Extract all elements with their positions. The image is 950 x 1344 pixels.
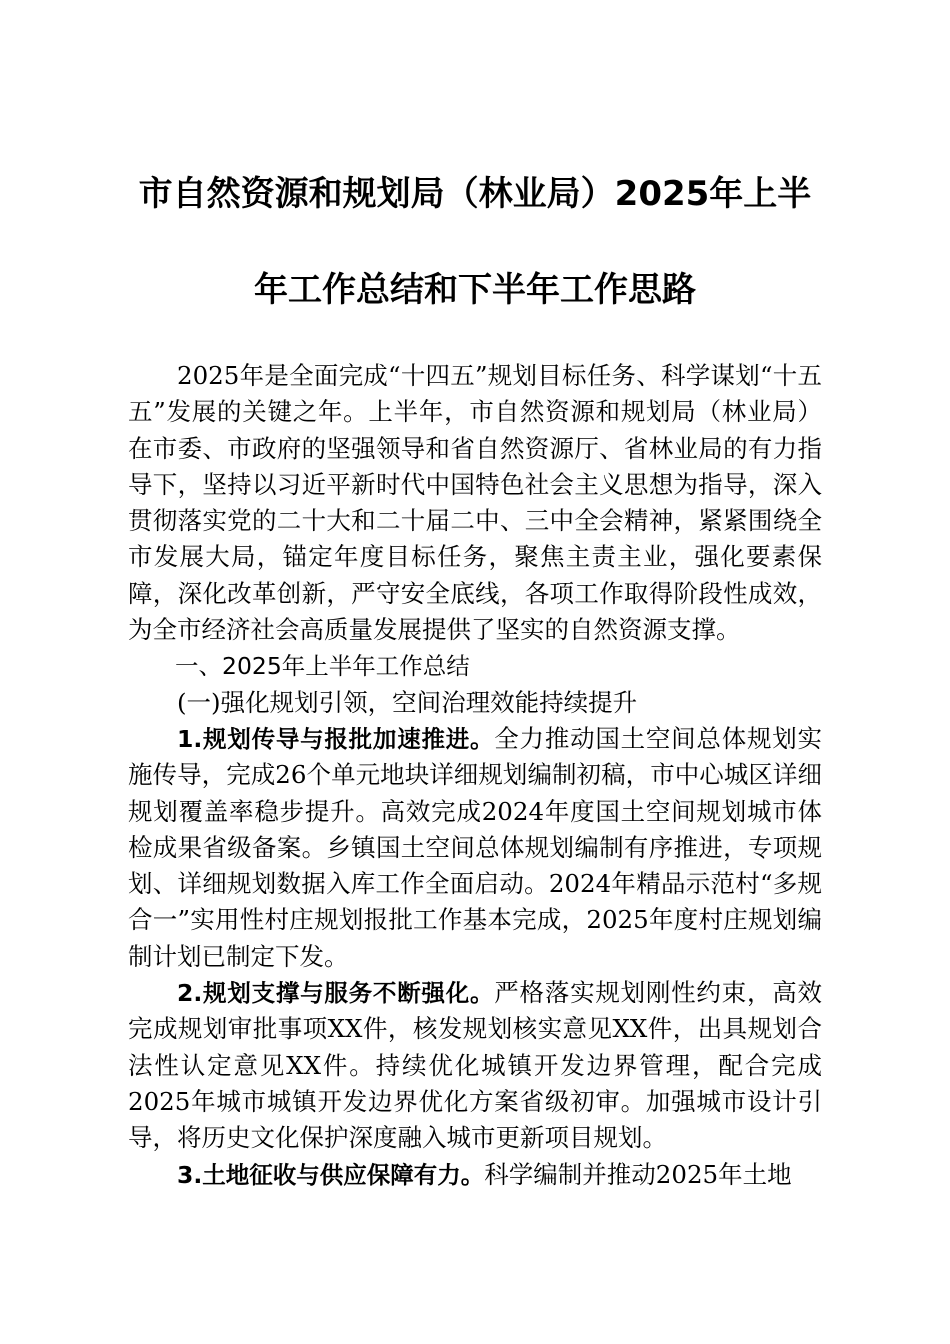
- subsection-heading: (一)强化规划引领，空间治理效能持续提升: [177, 687, 638, 717]
- section-heading: 一、2025年上半年工作总结: [175, 652, 470, 681]
- document-title-line-2: 年工作总结和下半年工作思路: [254, 270, 696, 310]
- paragraph-lead: 2.规划支撑与服务不断强化。: [177, 979, 495, 1008]
- paragraph-lead: 1.规划传导与报批加速推进。: [177, 724, 495, 753]
- paragraph-lead: 3.土地征收与供应保障有力。: [177, 1160, 485, 1189]
- document-title-line-1: 市自然资源和规划局（林业局）2025年上半: [138, 174, 812, 214]
- intro-paragraph: 2025年是全面完成“十四五”规划目标任务、科学谋划“十五五”发展的关键之年。上半年，市自然资源和规划局（林业局）在市委、市政府的坚强领导和省自然资源厅、省林业局的有力指导下，坚持以习近平新时代中国特色社会主义思想为指导，深入贯彻落实党的二十大和二十届二中、三中全会精神，紧紧围绕全市发展大局，锚定年度目标任务，聚焦主责主业，强化要素保障，深化改革创新，严守安全底线，各项工作取得阶段性成效，为全市经济社会高质量发展提供了坚实的自然资源支撑。: [128, 361, 822, 645]
- body-paragraph: [128, 721, 822, 975]
- paragraph-text: 严格落实规划刚性约束，高效完成规划审批事项XX件，核发规划核实意见XX件，出具规划合法性认定意见XX件。持续优化城镇开发边界管理，配合完成2025年城市城镇开发边界优化方案省级初审。加强城市设计引导，将历史文化保护深度融入城市更新项目规划。: [128, 978, 823, 1153]
- paragraph-text: 全力推动国土空间总体规划实施传导，完成26个单元地块详细规划编制初稿，市中心城区详细规划覆盖率稳步提升。高效完成2024年度国土空间规划城市体检成果省级备案。乡镇国土空间总体规划编制有序推进，专项规划、详细规划数据入库工作全面启动。2024年精品示范村“多规合一”实用性村庄规划报批工作基本完成，2025年度村庄规划编制计划已制定下发。: [128, 723, 823, 971]
- paragraph-text: 科学编制并推动2025年土地: [484, 1159, 792, 1189]
- document-body: [128, 358, 822, 1193]
- body-paragraph: [128, 1157, 822, 1193]
- body-paragraph: [128, 975, 822, 1156]
